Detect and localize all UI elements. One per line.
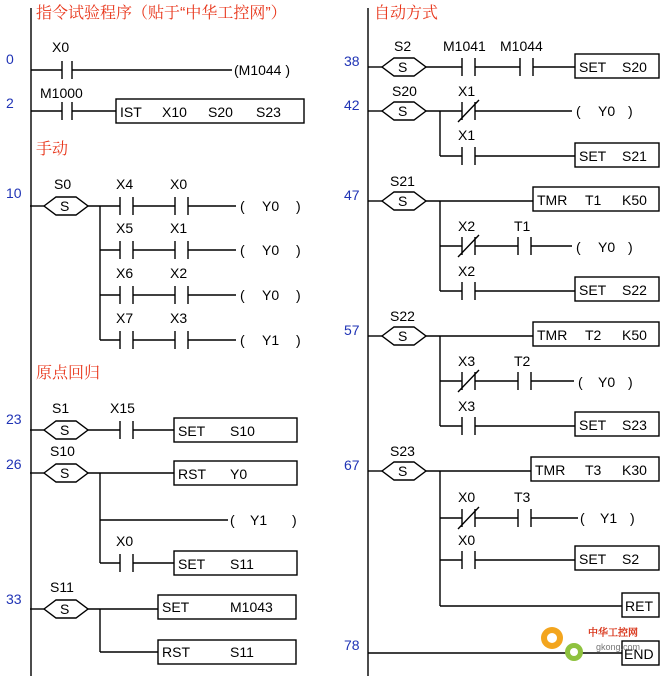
instr-arg: S23 <box>256 104 281 120</box>
coil-label: Y0 <box>598 239 616 255</box>
stl-s-label: S <box>398 193 408 209</box>
origin-return-header: 原点回归 <box>36 365 101 382</box>
instr-op: SET <box>579 148 607 164</box>
instr-arg: S21 <box>622 148 647 164</box>
contact-label: X5 <box>116 220 134 236</box>
instr-arg: S11 <box>230 644 254 660</box>
rung-67 <box>368 443 659 617</box>
step-number: 0 <box>6 51 14 67</box>
instr-op: END <box>624 646 654 662</box>
instr-op: RST <box>162 644 190 660</box>
coil-label: Y1 <box>600 510 618 526</box>
coil-close: ) <box>296 332 301 348</box>
instr-arg: Y0 <box>230 466 248 482</box>
state-label: S10 <box>50 443 75 459</box>
contact-label: X6 <box>116 265 134 281</box>
instr-op: SET <box>579 282 607 298</box>
contact-label: X0 <box>458 489 476 505</box>
contact-label: X0 <box>458 532 476 548</box>
watermark-brand: 中华工控网 <box>588 628 638 639</box>
instr-op: SET <box>162 599 190 615</box>
step-number: 78 <box>344 637 360 653</box>
coil-label: Y1 <box>250 512 268 528</box>
state-label: S21 <box>390 173 415 189</box>
instr-arg: T2 <box>585 327 602 343</box>
contact-label: X4 <box>116 176 134 192</box>
contact-label: T1 <box>514 218 531 234</box>
rung-10 <box>30 176 301 349</box>
coil-open: ( <box>576 103 581 119</box>
step-number: 38 <box>344 53 360 69</box>
step-number: 23 <box>6 411 22 427</box>
instr-arg: K50 <box>622 327 647 343</box>
rung-57 <box>368 308 659 436</box>
coil-open: ( <box>240 198 245 214</box>
contact-label: X7 <box>116 310 134 326</box>
instr-op: TMR <box>537 192 568 208</box>
contact-label: X2 <box>458 218 476 234</box>
instr-arg: S20 <box>208 104 233 120</box>
instr-op: RET <box>625 598 653 614</box>
instr-arg: S2 <box>622 551 640 567</box>
coil-label: Y0 <box>262 287 280 303</box>
coil-open: ( <box>230 512 235 528</box>
coil-open: ( <box>240 242 245 258</box>
instr-arg: T3 <box>585 462 602 478</box>
rung-26 <box>30 443 297 575</box>
instr-op: SET <box>178 556 206 572</box>
contact-label: T2 <box>514 353 531 369</box>
contact-label: X1 <box>458 127 476 143</box>
state-label: S23 <box>390 443 415 459</box>
rung-42 <box>368 83 659 167</box>
contact-label: X1 <box>458 83 476 99</box>
contact-label: M1000 <box>40 85 83 101</box>
instr-arg: S11 <box>230 556 254 572</box>
left-title: 指令试验程序（贴于“中华工控网”） <box>36 5 287 22</box>
rung-23 <box>30 400 297 442</box>
coil-close: ) <box>628 239 633 255</box>
step-number: 26 <box>6 456 22 472</box>
instr-op: TMR <box>535 462 566 478</box>
coil-close: ) <box>630 510 635 526</box>
state-label: S2 <box>394 38 412 54</box>
instr-op: SET <box>579 59 607 75</box>
contact-label: M1044 <box>500 38 543 54</box>
instr-op: SET <box>579 551 607 567</box>
coil-close: ) <box>628 103 633 119</box>
instr-arg: X10 <box>162 104 187 120</box>
contact-label: X0 <box>170 176 188 192</box>
rung-38 <box>368 38 659 78</box>
instr-arg: M1043 <box>230 599 273 615</box>
instr-op: SET <box>579 417 607 433</box>
step-number: 67 <box>344 457 360 473</box>
state-label: S11 <box>50 579 74 595</box>
coil-open: ( <box>240 287 245 303</box>
instr-arg: T1 <box>585 192 602 208</box>
coil-close: ) <box>628 374 633 390</box>
state-label: S22 <box>390 308 415 324</box>
state-label: S0 <box>54 176 72 192</box>
rung-33 <box>30 579 296 664</box>
contact-label: X3 <box>170 310 188 326</box>
contact-label: X2 <box>170 265 188 281</box>
coil-close: ) <box>292 512 297 528</box>
rung-0 <box>31 39 290 79</box>
instr-op: IST <box>120 104 142 120</box>
coil-open: ( <box>578 374 583 390</box>
stl-s-label: S <box>398 463 408 479</box>
instr-op: SET <box>178 423 206 439</box>
coil-label: Y1 <box>262 332 280 348</box>
step-number: 57 <box>344 322 360 338</box>
contact-label: X0 <box>116 533 134 549</box>
contact-label: T3 <box>514 489 531 505</box>
instr-arg: S10 <box>230 423 255 439</box>
coil-label: Y0 <box>262 198 280 214</box>
instr-arg: K30 <box>622 462 647 478</box>
step-number: 2 <box>6 95 14 111</box>
stl-s-label: S <box>398 59 408 75</box>
coil-close: ) <box>296 198 301 214</box>
coil-open: ( <box>580 510 585 526</box>
step-number: 47 <box>344 187 360 203</box>
step-number: 42 <box>344 97 360 113</box>
coil-close: ) <box>296 287 301 303</box>
watermark-url: gkong.com <box>596 642 641 652</box>
contact-label: X3 <box>458 353 476 369</box>
stl-s-label: S <box>60 465 70 481</box>
contact-label: X3 <box>458 398 476 414</box>
coil-label: Y0 <box>598 103 616 119</box>
contact-label: M1041 <box>443 38 486 54</box>
stl-s-label: S <box>60 422 70 438</box>
instr-arg: K50 <box>622 192 647 208</box>
contact-label: X1 <box>170 220 188 236</box>
stl-s-label: S <box>398 103 408 119</box>
instr-arg: S23 <box>622 417 647 433</box>
instr-arg: S22 <box>622 282 647 298</box>
instr-op: TMR <box>537 327 568 343</box>
rung-47 <box>368 173 659 301</box>
stl-s-label: S <box>60 198 70 214</box>
coil-label: Y0 <box>598 374 616 390</box>
state-label: S20 <box>392 83 417 99</box>
manual-header: 手动 <box>36 141 69 158</box>
coil-label: Y0 <box>262 242 280 258</box>
coil-open: ( <box>240 332 245 348</box>
rung-2 <box>31 85 304 123</box>
step-number: 10 <box>6 185 22 201</box>
coil-label: (M1044 ) <box>234 62 291 78</box>
instr-arg: S20 <box>622 59 647 75</box>
stl-s-label: S <box>398 328 408 344</box>
contact-label: X0 <box>52 39 70 55</box>
step-number: 33 <box>6 591 22 607</box>
contact-label: X15 <box>110 400 135 416</box>
state-label: S1 <box>52 400 70 416</box>
coil-open: ( <box>576 239 581 255</box>
right-title: 自动方式 <box>374 5 439 22</box>
stl-s-label: S <box>60 601 70 617</box>
gear-icon <box>541 627 583 661</box>
contact-label: X2 <box>458 263 476 279</box>
instr-op: RST <box>178 466 206 482</box>
coil-close: ) <box>296 242 301 258</box>
